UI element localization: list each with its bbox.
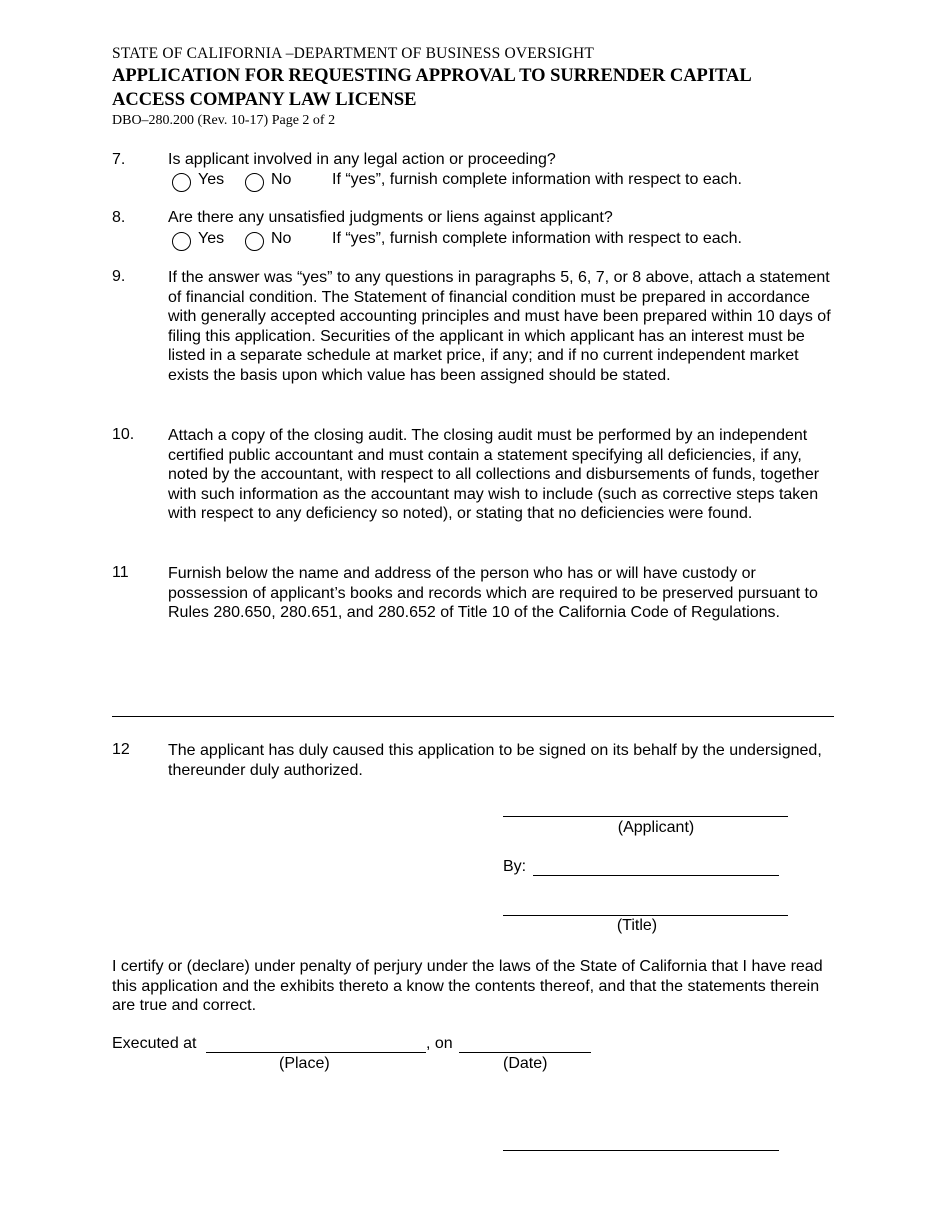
form-title-line-2: ACCESS COMPANY LAW LICENSE — [112, 90, 417, 110]
q10-text: Attach a copy of the closing audit. The closing audit must be performed by an independent certified public accountant and must contain a statement specifying all deficiencies, if any, noted by the accountant, with respect to all collections and disbursements of funds, together with such information as the accountant may wish to include (such as corrective steps taken with respect to any deficiency so noted), or stating that no deficiencies were found. — [168, 427, 820, 523]
place-label: (Place) — [279, 1055, 330, 1072]
q8-yes-label: Yes — [198, 230, 225, 247]
title-signature-line[interactable] — [503, 915, 788, 916]
q7-number: 7. — [112, 151, 126, 168]
date-label: (Date) — [503, 1055, 548, 1072]
certification-text: I certify or (declare) under penalty of perjury under the laws of the State of California that I have read this application and the exhibits thereto a know the contents thereof, and that the statements therein are true and correct. — [112, 958, 823, 1015]
q9-number: 9. — [112, 268, 126, 285]
q7-no-radio[interactable] — [245, 173, 264, 192]
q8-text: Are there any unsatisfied judgments or liens against applicant? — [168, 209, 613, 226]
q7-text: Is applicant involved in any legal action or proceeding? — [168, 151, 556, 168]
q9-text: If the answer was “yes” to any questions in paragraphs 5, 6, 7, or 8 above, attach a statement of financial condition. The Statement of financial condition must be prepared in accordance with generally accepted accounting principles and must have been prepared within 10 days of filing this application. Securities of the applicant in which applicant has an interest must be listed in a separate schedule at market price, if any; and if no current independent market exists the basis upon which value has been assigned should be stated. — [168, 269, 831, 384]
q11-number: 11 — [112, 564, 129, 581]
q8-no-radio[interactable] — [245, 232, 264, 251]
q11-answer-line — [112, 716, 834, 717]
q7-yes-label: Yes — [198, 171, 225, 188]
agency-header: STATE OF CALIFORNIA –DEPARTMENT OF BUSINESS OVERSIGHT — [112, 45, 595, 62]
place-line[interactable] — [206, 1052, 426, 1053]
q7-note: If “yes”, furnish complete information with respect to each. — [332, 171, 742, 188]
q8-yes-radio[interactable] — [172, 232, 191, 251]
executed-at-label: Executed at — [112, 1035, 197, 1052]
q7-yes-radio[interactable] — [172, 173, 191, 192]
title-label: (Title) — [616, 917, 658, 934]
date-line[interactable] — [459, 1052, 591, 1053]
by-label: By: — [503, 858, 527, 875]
q11-answer-field[interactable] — [112, 680, 834, 716]
q12-number: 12 — [112, 741, 130, 758]
form-title-line-1: APPLICATION FOR REQUESTING APPROVAL TO SURRENDER CAPITAL — [112, 66, 752, 86]
q7-no-label: No — [271, 171, 292, 188]
q11-text: Furnish below the name and address of the person who has or will have custody or possession of applicant’s books and records which are required to be preserved pursuant to Rules 280.650, 280.651, and 280.652 of Title 10 of the California Code of Regulations. — [168, 565, 818, 622]
q8-note: If “yes”, furnish complete information with respect to each. — [332, 230, 742, 247]
q12-text: The applicant has duly caused this application to be signed on its behalf by the undersigned, thereunder duly authorized. — [168, 742, 822, 779]
on-label: , on — [426, 1035, 453, 1052]
q8-number: 8. — [112, 209, 126, 226]
q10-number: 10. — [112, 426, 135, 443]
applicant-signature-line[interactable] — [503, 816, 788, 817]
form-id: DBO–280.200 (Rev. 10-17) Page 2 of 2 — [112, 113, 336, 128]
by-signature-line[interactable] — [533, 875, 779, 876]
applicant-label: (Applicant) — [617, 819, 695, 836]
q8-no-label: No — [271, 230, 292, 247]
certification-signature-line[interactable] — [503, 1150, 779, 1151]
